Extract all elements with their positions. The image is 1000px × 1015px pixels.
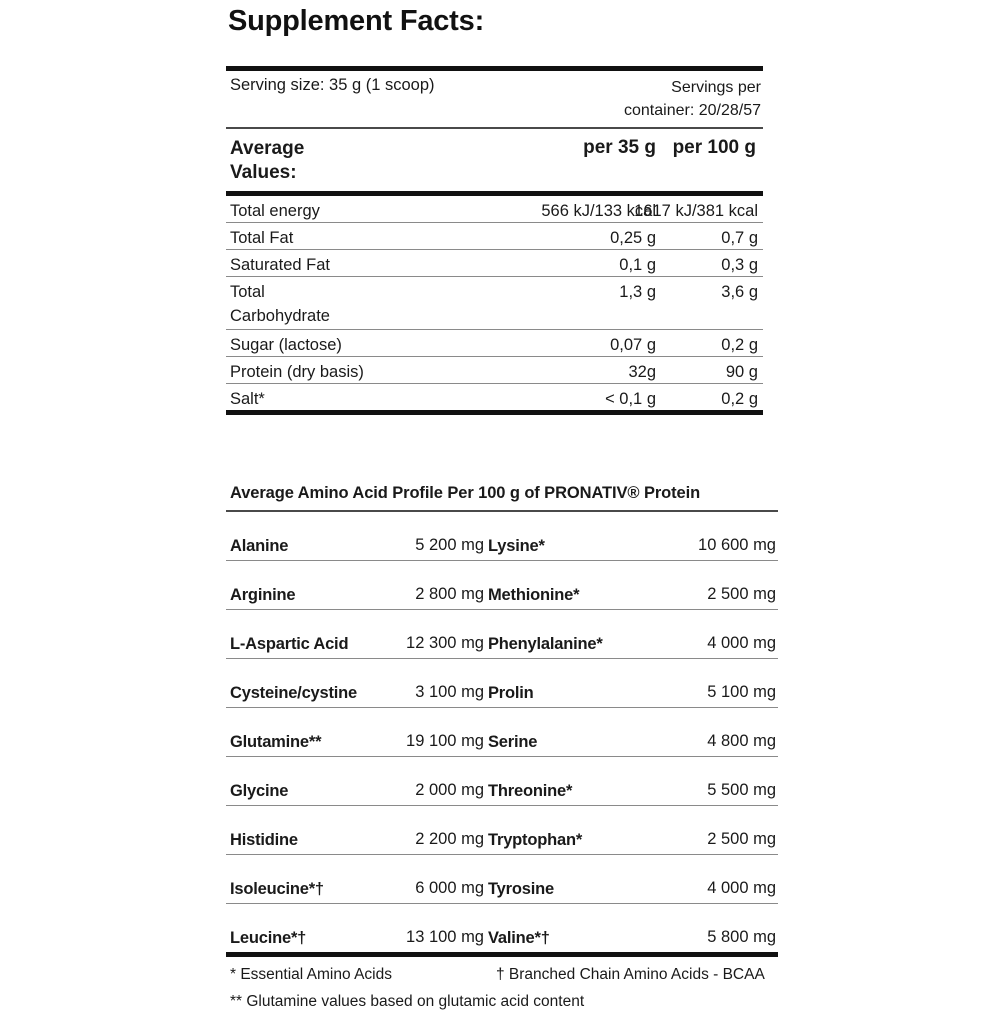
amino-acid-name-left: Alanine	[230, 536, 289, 555]
amino-acid-name-right: Tyrosine	[488, 879, 554, 898]
amino-acid-name-right: Serine	[488, 732, 538, 751]
amino-acid-value-left: 13 100 mg	[406, 927, 484, 946]
amino-acid-value-left: 2 800 mg	[415, 584, 484, 603]
amino-acid-profile-table	[226, 484, 778, 1015]
nutrient-label-line1: Total	[230, 282, 265, 301]
nutrient-value-per-100g: 0,7 g	[721, 228, 758, 247]
nutrient-value-per-35g: 566 kJ/133 kcal	[541, 201, 656, 220]
column-header-per-100g: per 100 g	[672, 136, 756, 158]
table-row	[226, 806, 778, 854]
average-values-line1: Average	[230, 137, 305, 159]
footnote-line-2	[226, 988, 778, 1015]
nutrient-label: Protein (dry basis)	[230, 362, 364, 381]
amino-acid-name-left: Histidine	[230, 830, 298, 849]
table-row	[226, 223, 763, 249]
serving-size-text: Serving size	[230, 76, 320, 94]
amino-acid-value-right: 4 000 mg	[707, 633, 776, 652]
footnote-glutamine: ** Glutamine values based on glutamic acid content	[230, 992, 585, 1010]
table-row	[226, 757, 778, 805]
amino-acid-value-right: 2 500 mg	[707, 829, 776, 848]
nutrient-label: Total Fat	[230, 228, 294, 247]
average-values-label	[230, 137, 410, 185]
amino-acid-name-right: Tryptophan*	[488, 830, 583, 849]
table-row	[226, 196, 763, 222]
amino-acid-name-right: Valine*†	[488, 928, 550, 947]
nutrient-value-per-100g: 0,3 g	[721, 255, 758, 274]
amino-acid-name-right: Prolin	[488, 683, 534, 702]
nutrient-value-per-100g: 0,2 g	[721, 335, 758, 354]
amino-acid-name-left: Isoleucine*†	[230, 879, 324, 898]
table-row	[226, 357, 763, 383]
table-row	[226, 561, 778, 609]
amino-acid-value-right: 4 000 mg	[707, 878, 776, 897]
amino-acid-table-header	[226, 484, 778, 510]
serving-size-value: : 35 g (1 scoop)	[319, 76, 435, 94]
table-row	[226, 659, 778, 707]
nutrient-value-per-100g: 1617 kJ/381 kcal	[634, 201, 758, 220]
amino-acid-name-left: Glycine	[230, 781, 289, 800]
table-row	[226, 708, 778, 756]
nutrient-label: Salt*	[230, 389, 265, 408]
amino-acid-name-right: Phenylalanine*	[488, 634, 603, 653]
nutrient-value-per-100g: 90 g	[725, 362, 758, 381]
amino-acid-value-right: 10 600 mg	[698, 535, 776, 554]
nutrient-label	[230, 280, 430, 328]
servings-per-container-line1: Servings per	[671, 79, 761, 96]
table-row	[226, 330, 763, 356]
amino-acid-name-right: Methionine*	[488, 585, 580, 604]
footnote-line-1	[226, 961, 778, 988]
table-row	[226, 384, 763, 410]
footnote-bcaa: † Branched Chain Amino Acids - BCAA	[496, 965, 765, 983]
servings-per-container	[624, 76, 761, 122]
amino-acid-value-right: 5 500 mg	[707, 780, 776, 799]
nutrient-value-per-35g: 0,25 g	[610, 228, 656, 247]
nutrient-value-per-100g: 0,2 g	[721, 389, 758, 408]
nutrient-value-per-35g: 1,3 g	[619, 282, 656, 301]
amino-acid-value-left: 6 000 mg	[415, 878, 484, 897]
amino-acid-name-left: Leucine*†	[230, 928, 307, 947]
amino-acid-value-right: 4 800 mg	[707, 731, 776, 750]
nutrition-facts-table	[226, 66, 763, 415]
table-row	[226, 904, 778, 952]
amino-acid-name-left: L-Aspartic Acid	[230, 634, 349, 653]
serving-size-row	[226, 71, 763, 127]
amino-acid-name-right: Threonine*	[488, 781, 573, 800]
nutrient-label: Saturated Fat	[230, 255, 330, 274]
amino-acid-value-left: 2 200 mg	[415, 829, 484, 848]
table-row	[226, 512, 778, 560]
average-values-line2: Values:	[230, 161, 297, 183]
amino-acid-name-left: Glutamine**	[230, 732, 322, 751]
amino-acid-value-right: 5 100 mg	[707, 682, 776, 701]
amino-acid-value-left: 19 100 mg	[406, 731, 484, 750]
column-header-per-35g: per 35 g	[583, 136, 656, 158]
amino-acid-name-right: Lysine*	[488, 536, 545, 555]
amino-acid-footnotes	[226, 957, 778, 1015]
table-row	[226, 610, 778, 658]
amino-acid-value-left: 5 200 mg	[415, 535, 484, 554]
amino-acid-value-left: 12 300 mg	[406, 633, 484, 652]
nutrient-value-per-100g: 3,6 g	[721, 282, 758, 301]
table-row	[226, 250, 763, 276]
amino-acid-value-left: 2 000 mg	[415, 780, 484, 799]
amino-acid-header-label: Average Amino Acid Profile Per 100 g of PRONATIV® Protein	[230, 484, 701, 502]
footnote-essential: * Essential Amino Acids	[230, 965, 392, 983]
serving-size-label	[230, 76, 435, 95]
nutrient-value-per-35g: 0,07 g	[610, 335, 656, 354]
nutrient-label: Total energy	[230, 201, 320, 220]
page-title: Supplement Facts:	[228, 5, 485, 37]
nutrient-value-per-35g: < 0,1 g	[605, 389, 656, 408]
amino-acid-name-left: Cysteine/cystine	[230, 683, 358, 702]
nutrient-label: Sugar (lactose)	[230, 335, 342, 354]
amino-acid-value-left: 3 100 mg	[415, 682, 484, 701]
table-row	[226, 277, 763, 329]
servings-per-container-line2: container: 20/28/57	[624, 102, 761, 119]
amino-acid-name-left: Arginine	[230, 585, 296, 604]
table-row	[226, 855, 778, 903]
nutrition-table-header-row	[226, 129, 763, 191]
nutrient-value-per-35g: 32g	[628, 362, 656, 381]
nutrient-label-line2: Carbohydrate	[230, 306, 330, 325]
amino-acid-value-right: 2 500 mg	[707, 584, 776, 603]
amino-acid-value-right: 5 800 mg	[707, 927, 776, 946]
nutrient-value-per-35g: 0,1 g	[619, 255, 656, 274]
